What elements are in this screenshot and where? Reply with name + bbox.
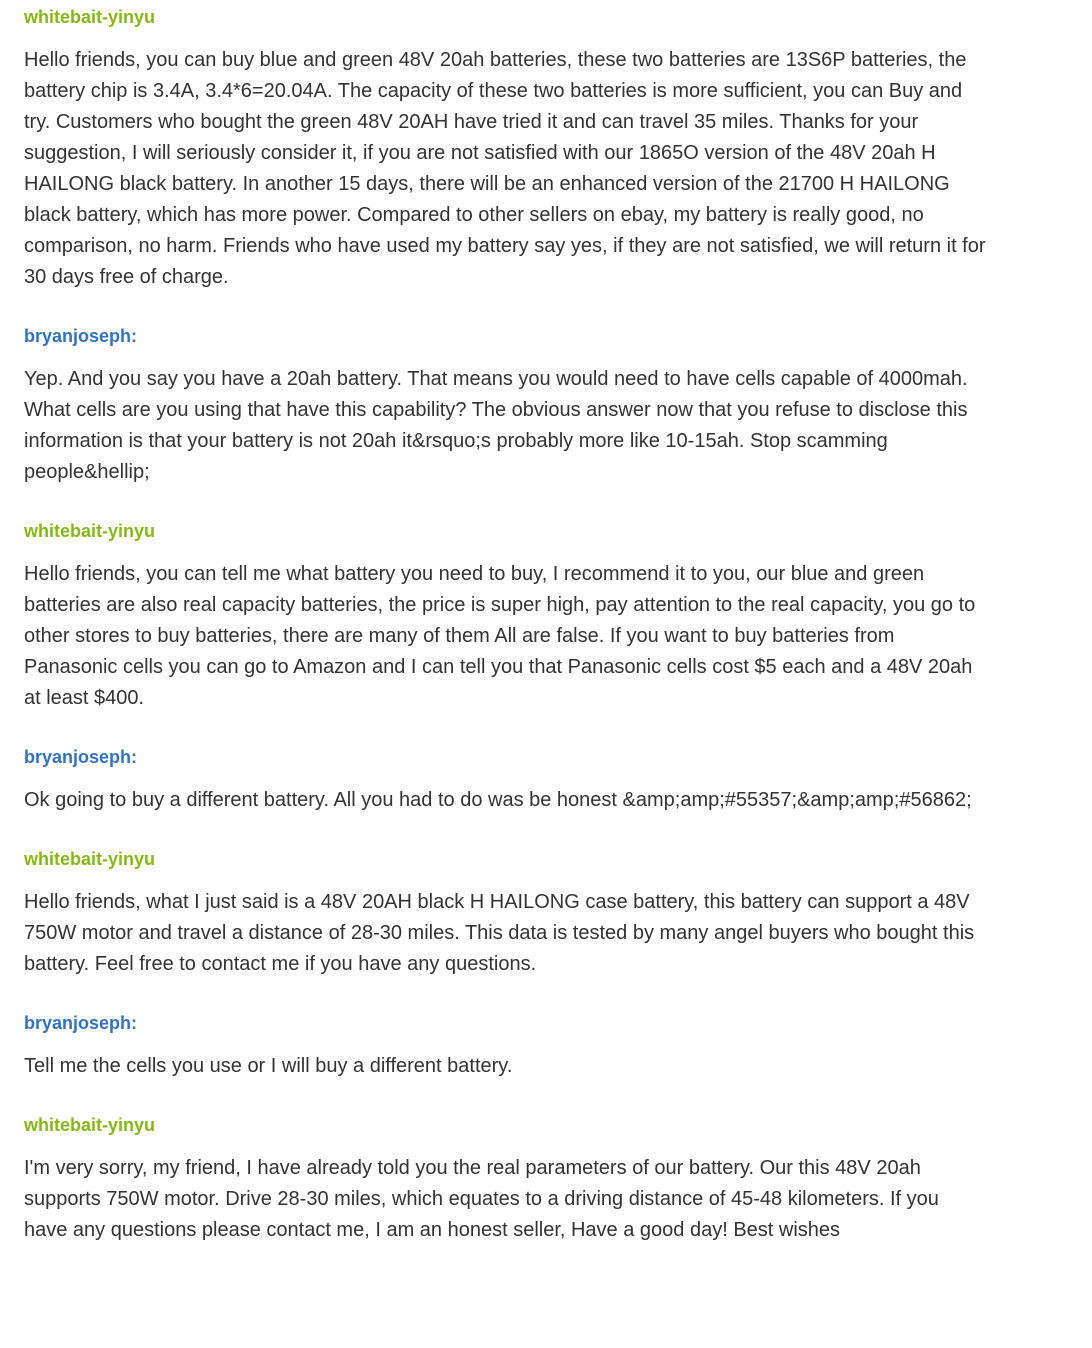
message-text: Yep. And you say you have a 20ah battery. That means you would need to have cells capable of 4000mah. What cells are you using that have this capability? The obvious answer now that you refuse to disclose this information is that your battery is not 20ah it&rsquo;s probably more like 10-15ah. Stop scamming people&hellip; <box>24 368 968 483</box>
message <box>24 1012 986 1082</box>
message <box>24 6 986 293</box>
message <box>24 746 986 816</box>
message-text: Hello friends, you can buy blue and green 48V 20ah batteries, these two batteries are 13S6P batteries, the battery chip is 3.4A, 3.4*6=20.04A. The capacity of these two batteries is more sufficient, you can Buy and try. Customers who bought the green 48V 20AH have tried it and can travel 35 miles. Thanks for your suggestion, I will seriously consider it, if you are not satisfied with our 1865O version of the 48V 20ah H HAILONG black battery. In another 15 days, there will be an enhanced version of the 21700 H HAILONG black battery, which has more power. Compared to other sellers on ebay, my battery is really good, no comparison, no harm. Friends who have used my battery say yes, if they are not satisfied, we will return it for 30 days free of charge. <box>24 49 986 288</box>
message-text: Tell me the cells you use or I will buy a different battery. <box>24 1055 513 1077</box>
message <box>24 1114 986 1246</box>
username-seller[interactable]: whitebait-yinyu <box>24 7 156 27</box>
message <box>24 520 986 714</box>
username-seller[interactable]: whitebait-yinyu <box>24 849 156 869</box>
message-text: Ok going to buy a different battery. All you had to do was be honest &amp;amp;#55357;&amp;amp;#56862; <box>24 789 972 811</box>
message <box>24 848 986 980</box>
username-seller[interactable]: whitebait-yinyu <box>24 1115 156 1135</box>
username-buyer[interactable]: bryanjoseph: <box>24 747 138 767</box>
message-text: Hello friends, you can tell me what battery you need to buy, I recommend it to you, our blue and green batteries are also real capacity batteries, the price is super high, pay attention to the real capacity, you go to other stores to buy batteries, there are many of them All are false. If you want to buy batteries from Panasonic cells you can go to Amazon and I can tell you that Panasonic cells cost $5 each and a 48V 20ah at least $400. <box>24 563 976 709</box>
username-buyer[interactable]: bryanjoseph: <box>24 326 138 346</box>
username-buyer[interactable]: bryanjoseph: <box>24 1013 138 1033</box>
message-text: I'm very sorry, my friend, I have already told you the real parameters of our battery. Our this 48V 20ah supports 750W motor. Drive 28-30 miles, which equates to a driving distance of 45-48 kilometers. If you have any questions please contact me, I am an honest seller, Have a good day! Best wishes <box>24 1157 939 1241</box>
message-text: Hello friends, what I just said is a 48V 20AH black H HAILONG case battery, this battery can support a 48V 750W motor and travel a distance of 28-30 miles. This data is tested by many angel buyers who bought this battery. Feel free to contact me if you have any questions. <box>24 891 975 975</box>
message <box>24 325 986 488</box>
username-seller[interactable]: whitebait-yinyu <box>24 521 156 541</box>
